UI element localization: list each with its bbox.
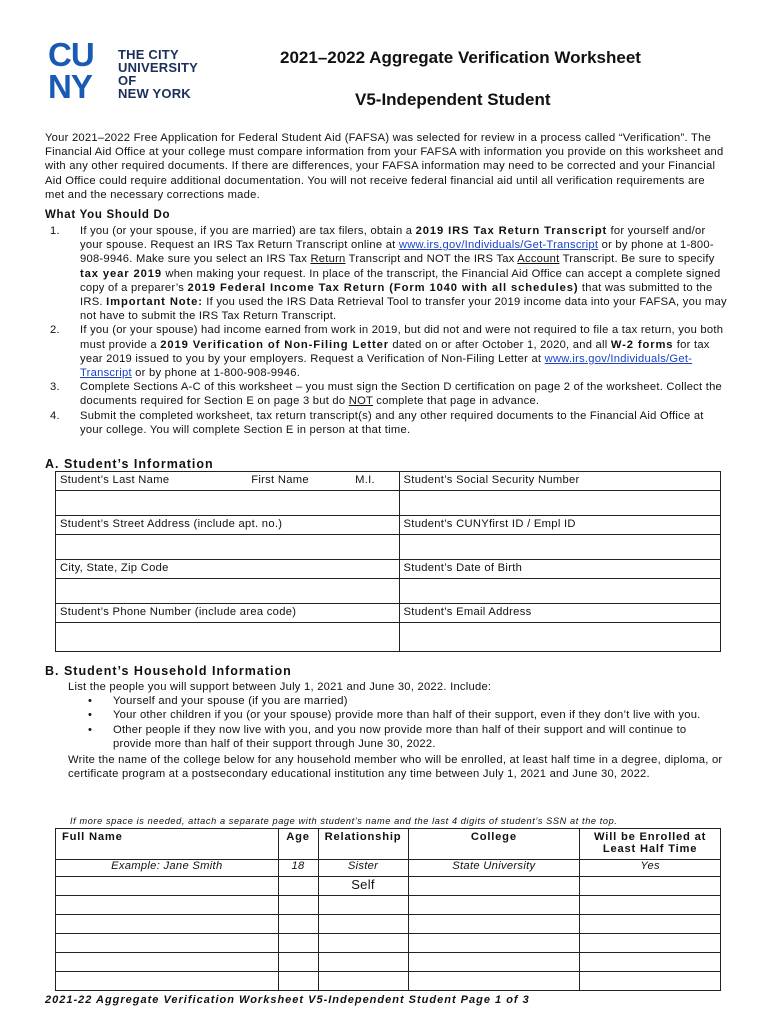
space-note: If more space is needed, attach a separate page with student’s name and the last 4 digits of student’s SSN at the top. — [70, 816, 618, 826]
table-row — [56, 934, 721, 953]
table-row — [56, 877, 721, 896]
col-full-name: Full Name — [56, 829, 279, 860]
example-enrolled: Yes — [580, 860, 721, 877]
cunyfirst-label: Student’s CUNYfirst ID / Empl ID — [399, 516, 720, 535]
col-relationship: Relationship — [318, 829, 408, 860]
example-name: Example: Jane Smith — [56, 860, 279, 877]
what-you-should-do-heading: What You Should Do — [45, 209, 171, 221]
col-age: Age — [278, 829, 318, 860]
page-title: 2021–2022 Aggregate Verification Worksheet — [280, 48, 641, 67]
dob-field[interactable] — [399, 579, 720, 604]
email-label: Student’s Email Address — [399, 604, 720, 623]
page-footer: 2021-22 Aggregate Verification Worksheet V5-Independent Student Page 1 of 3 — [45, 994, 530, 1006]
table-row — [56, 953, 721, 972]
city-state-zip-field[interactable] — [56, 579, 400, 604]
logo-letters-top: CU — [48, 36, 94, 73]
table-row — [56, 915, 721, 934]
instruction-item: 1. If you (or your spouse, if you are married) are tax filers, obtain a 2019 IRS Tax Return Transcript for yourself and/or your spouse. Request an IRS Tax Return Transcript online at www.irs.gov/Individuals/Get-Transcript or by phone at 1-800-908-9946. Make sure you select an IRS Tax Return Transcript and NOT the IRS Tax Account Transcript. Be sure to specify tax year 2019 when making your request. In place of the transcript, the Financial Aid Office can accept a complete signed copy of a preparer’s 2019 Federal Income Tax Return (Form 1040 with all schedules) that was submitted to the IRS. Important Note: If you used the IRS Data Retrieval Tool to transfer your 2019 income data into your FAFSA, you may not have to submit the IRS Tax Return Transcript. — [50, 225, 727, 323]
household-instructions — [68, 680, 728, 781]
section-b-heading: B. Student’s Household Information — [45, 664, 292, 678]
logo-letters-bottom: NY — [48, 68, 92, 105]
example-college: State University — [408, 860, 580, 877]
phone-field[interactable] — [56, 623, 400, 652]
ssn-label: Student’s Social Security Number — [399, 472, 720, 491]
intro-paragraph: Your 2021–2022 Free Application for Federal Student Aid (FAFSA) was selected for review in a process called “Verification”. The Financial Aid Office at your college must compare information from your FAFSA with information you provide on this worksheet and with any other required documents. If there are differences, your FAFSA information may need to be corrected and your Financial Aid Office could require additional documentation. You will not receive federal financial aid until all verification requirements are met and the necessary corrections made. — [45, 132, 724, 201]
example-relationship: Sister — [318, 860, 408, 877]
instructions-list — [48, 224, 728, 437]
irs-transcript-link[interactable]: www.irs.gov/Individuals/Get-Transcript — [80, 352, 693, 380]
first-name-label: First Name — [247, 472, 351, 491]
col-enrolled: Will be Enrolled at Least Half Time — [580, 829, 721, 860]
address-field[interactable] — [56, 535, 400, 560]
college-note: Write the name of the college below for any household member who will be enrolled, at least half time in a degree, diploma, or certificate program at a postsecondary educational institution any time between July 1, 2021 and June 30, 2022. — [68, 754, 723, 781]
table-row — [56, 972, 721, 991]
phone-label: Student’s Phone Number (include area code) — [56, 604, 400, 623]
household-bullet: • Your other children if you (or your spouse) provide more than half of their support, even if they don’t live with you. — [88, 709, 701, 722]
dob-label: Student’s Date of Birth — [399, 560, 720, 579]
logo-wordmark: THE CITY UNIVERSITY OF NEW YORK — [118, 47, 199, 101]
col-college: College — [408, 829, 580, 860]
cuny-logo — [48, 36, 208, 115]
student-information-table — [55, 471, 721, 652]
city-state-zip-label: City, State, Zip Code — [56, 560, 400, 579]
last-name-label: Student’s Last Name — [56, 472, 248, 491]
page-subtitle: V5-Independent Student — [355, 90, 551, 109]
household-lead: List the people you will support between July 1, 2021 and June 30, 2022. Include: — [68, 681, 492, 693]
instruction-item: 2. If you (or your spouse) had income earned from work in 2019, but did not and were not required to file a tax return, you both must provide a 2019 Verification of Non-Filing Letter dated on or after October 1, 2020, and all W-2 forms for tax year 2019 issued to you by your employers. Request a Verification of Non-Filing Letter at www.irs.gov/Individuals/Get-Transcript or by phone at 1-800-908-9946. — [50, 324, 724, 380]
irs-transcript-link[interactable]: www.irs.gov/Individuals/Get-Transcript — [398, 239, 599, 252]
ssn-field[interactable] — [399, 491, 720, 516]
address-label: Student’s Street Address (include apt. no.) — [56, 516, 400, 535]
household-bullet: • Yourself and your spouse (if you are married) — [88, 695, 348, 708]
household-bullet: • Other people if they now live with you, and you now provide more than half of their support and will continue to provide more than half of their support through June 30, 2022. — [88, 723, 687, 750]
mi-label: M.I. — [351, 472, 399, 491]
section-a-heading: A. Student’s Information — [45, 457, 214, 471]
table-row — [56, 896, 721, 915]
cunyfirst-field[interactable] — [399, 535, 720, 560]
self-relationship: Self — [318, 877, 408, 896]
name-field[interactable] — [56, 491, 400, 516]
household-table — [55, 828, 721, 991]
instruction-item: 3. Complete Sections A-C of this worksheet – you must sign the Section D certification on page 2 of the worksheet. Collect the documents required for Section E on page 3 but do NOT complete that page in advance. — [50, 381, 723, 408]
example-age: 18 — [278, 860, 318, 877]
email-field[interactable] — [399, 623, 720, 652]
instruction-item: 4. Submit the completed worksheet, tax return transcript(s) and any other required documents to the Financial Aid Office at your college. You will complete Section E in person at that time. — [50, 409, 704, 436]
